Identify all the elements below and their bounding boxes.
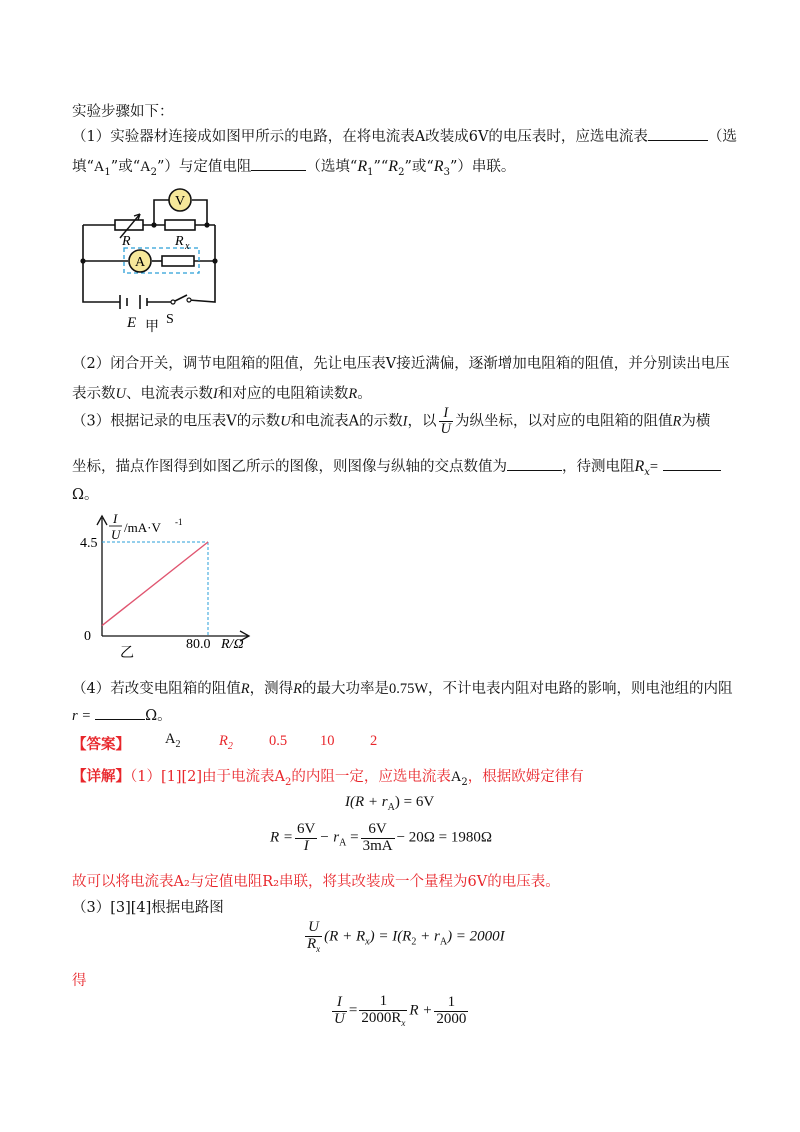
text: ) = I(R [369, 928, 412, 945]
text: 为横 [681, 413, 711, 430]
sub: A [339, 837, 347, 849]
text: ”“ [373, 159, 389, 175]
answer-4: 10 [320, 733, 335, 749]
text: ”）串联。 [449, 159, 516, 175]
ytick-label: 4.5 [80, 536, 98, 551]
detail-step3: （3）[3][4]根据电路图 [72, 900, 224, 916]
text: （3）根据记录的电压表V的示数 [72, 413, 281, 430]
sub: 2 [461, 776, 468, 788]
text: ”）与定值电阻 [156, 159, 252, 175]
ylabel-den: U [111, 527, 121, 542]
frac-den: 3mA [362, 837, 393, 854]
sub: 2 [227, 740, 233, 752]
sub: 2 [398, 166, 405, 178]
ylabel-unit: /mA·V [124, 520, 161, 535]
fraction-i-over-u [439, 406, 453, 437]
var-u: U [115, 386, 126, 402]
sub: x [644, 466, 650, 478]
sub: A [387, 802, 395, 813]
text: 、电流表示数 [125, 386, 213, 402]
var-r: R [240, 681, 250, 697]
text: = [82, 708, 91, 724]
text: A [165, 731, 176, 747]
label-rx-sub: x [185, 241, 190, 252]
text: 和电流表A的示数 [290, 413, 403, 430]
circuit-diagram [70, 183, 230, 335]
text: （4）若改变电阻箱的阻值 [72, 681, 241, 697]
label-r: R [122, 234, 131, 249]
frac-den: 2000 [436, 1010, 467, 1027]
text: = [348, 1002, 358, 1019]
text: ，测得 [249, 681, 294, 697]
option-a1: A [93, 159, 105, 175]
text: R + [409, 1002, 433, 1019]
equation-2 [270, 822, 492, 855]
frac-den: U [440, 421, 451, 438]
var-i: I [212, 386, 218, 402]
text: ) = 2000I [447, 928, 505, 945]
fraction [332, 995, 347, 1028]
intro-text: 实验步骤如下： [72, 104, 174, 120]
detail-conclusion: 故可以将电流表A₂与定值电阻R₂串联，将其改装成一个量程为6V的电压表。 [72, 874, 560, 890]
sub: 2 [285, 776, 292, 788]
text: I(R + r [345, 794, 388, 810]
graph-yi [80, 508, 280, 660]
text: （1）[1][2]由于电流表A [130, 769, 286, 785]
voltmeter-label: V [174, 194, 186, 209]
option-r1: R [357, 158, 368, 175]
text: ”或“ [110, 159, 141, 175]
answer-2 [219, 733, 233, 752]
var-u: U [280, 413, 291, 430]
sub: 3 [443, 166, 450, 178]
step3-line2 [72, 455, 721, 478]
answer-blank-1 [648, 126, 708, 141]
var-i: I [402, 413, 408, 430]
text: = [649, 459, 659, 475]
sub: x [365, 936, 370, 948]
pmax-value: 0.75W [388, 681, 429, 697]
answer-3: 0.5 [269, 733, 288, 749]
text: R = [270, 829, 294, 846]
text: （1）实验器材连接成如图甲所示的电路，在将电流表 [72, 129, 415, 145]
text: ) = 6V [394, 794, 435, 810]
step4-line1 [72, 677, 733, 698]
text: （选填“ [306, 159, 358, 175]
step4-line2 [72, 704, 172, 725]
resistor-rx [165, 220, 195, 230]
option-r3: R [433, 158, 444, 175]
ammeter-label: A [134, 255, 146, 270]
label-rx: R [175, 234, 184, 249]
var-rx: R [634, 458, 645, 475]
frac-den: U [334, 1010, 345, 1027]
text: R [219, 733, 228, 749]
frac-num: I [332, 995, 347, 1012]
xtick-label: 80.0 [186, 637, 211, 652]
step2-line2 [72, 382, 372, 403]
option-a2: A [140, 159, 151, 175]
frac-den: I [303, 837, 309, 854]
detail-de: 得 [72, 973, 87, 989]
text: ，不计电表内阻对电路的影响，则电池组的内阻 [428, 681, 733, 697]
answer-label: 【答案】 [72, 736, 130, 753]
equation-1 [345, 794, 434, 813]
label-e: E [127, 315, 137, 331]
text: 的电压表时，应选电流表 [488, 129, 648, 145]
text: 改装成 [425, 129, 469, 145]
frac-num: 1 [434, 995, 468, 1012]
sub: x [401, 1017, 406, 1028]
text: 为纵坐标，以对应的电阻箱的阻值 [455, 413, 673, 430]
var-r: R [348, 386, 358, 402]
text: 和对应的电阻箱读数 [217, 386, 349, 402]
xlabel: R/Ω [221, 637, 244, 652]
text: 的内阻一定，应选电流表 [291, 769, 451, 785]
fixed-resistor [162, 256, 194, 266]
answer-blank-4 [663, 456, 721, 471]
text: 填“ [72, 159, 94, 175]
text: ，根据欧姆定律有 [467, 769, 584, 785]
fraction [361, 822, 395, 855]
label-s: S [166, 312, 174, 327]
step3-line3: Ω。 [72, 487, 99, 503]
sub: 1 [104, 166, 111, 178]
text: 坐标，描点作图得到如图乙所示的图像，则图像与纵轴的交点数值为 [72, 459, 507, 475]
text: Ω。 [145, 708, 172, 724]
ylabel-exp: -1 [175, 517, 183, 527]
step1-line2 [72, 155, 515, 178]
data-line [102, 542, 208, 626]
text: A [414, 129, 426, 145]
var-r-internal: r [72, 708, 78, 724]
equation-4 [330, 994, 470, 1028]
answer-blank-5 [95, 705, 145, 720]
text: 的最大功率是 [301, 681, 389, 697]
detail-label: 【详解】 [72, 768, 130, 785]
text: + r [420, 928, 440, 945]
frac-num: 6V [361, 822, 395, 839]
frac-den: R [307, 935, 317, 952]
text: − 20Ω = 1980Ω [396, 829, 493, 846]
text: 。 [357, 386, 372, 402]
step1-line1 [72, 125, 737, 146]
fraction [434, 995, 468, 1028]
fraction [359, 994, 407, 1028]
text: （选 [707, 129, 737, 145]
sub: x [316, 943, 321, 954]
text: ”或“ [404, 159, 434, 175]
answer-blank-2 [251, 156, 306, 171]
detail-line1 [72, 765, 584, 788]
text: ，待测电阻 [562, 459, 635, 475]
text: (R + R [324, 928, 366, 945]
frac-num: 6V [297, 821, 316, 837]
sub: 2 [411, 936, 417, 948]
frac-num: I [439, 406, 453, 422]
sub: 2 [175, 738, 181, 750]
sub: A [439, 936, 448, 948]
equation-3 [303, 920, 505, 954]
text: A [450, 769, 462, 785]
frac-num: U [305, 920, 322, 937]
figure-caption-yi: 乙 [120, 646, 134, 660]
frac-num: 1 [359, 994, 407, 1011]
text: − r [319, 829, 340, 846]
sub: 1 [367, 166, 374, 178]
fraction [305, 920, 322, 954]
text: 表示数 [72, 386, 116, 402]
text: 6V [468, 129, 489, 145]
text: = [350, 829, 359, 846]
step2-line1: （2）闭合开关，调节电阻箱的阻值，先让电压表V接近满偏，逐渐增加电阻箱的阻值，并分别读出电压 [72, 356, 730, 372]
answer-1 [165, 731, 180, 750]
figure-caption-jia: 甲 [145, 320, 159, 335]
var-r: R [672, 413, 682, 430]
answer-5: 2 [370, 733, 378, 749]
origin-label: 0 [84, 629, 91, 644]
fraction [295, 822, 317, 855]
sub: 2 [150, 166, 157, 178]
answer-blank-3 [507, 456, 562, 471]
var-r: R [293, 681, 302, 697]
text: ，以 [407, 413, 437, 430]
ylabel-num: I [113, 511, 118, 526]
frac-den: 2000R [361, 1009, 402, 1026]
step3-line1 [72, 406, 710, 437]
rheostat-r [115, 220, 143, 230]
option-r2: R [388, 158, 399, 175]
